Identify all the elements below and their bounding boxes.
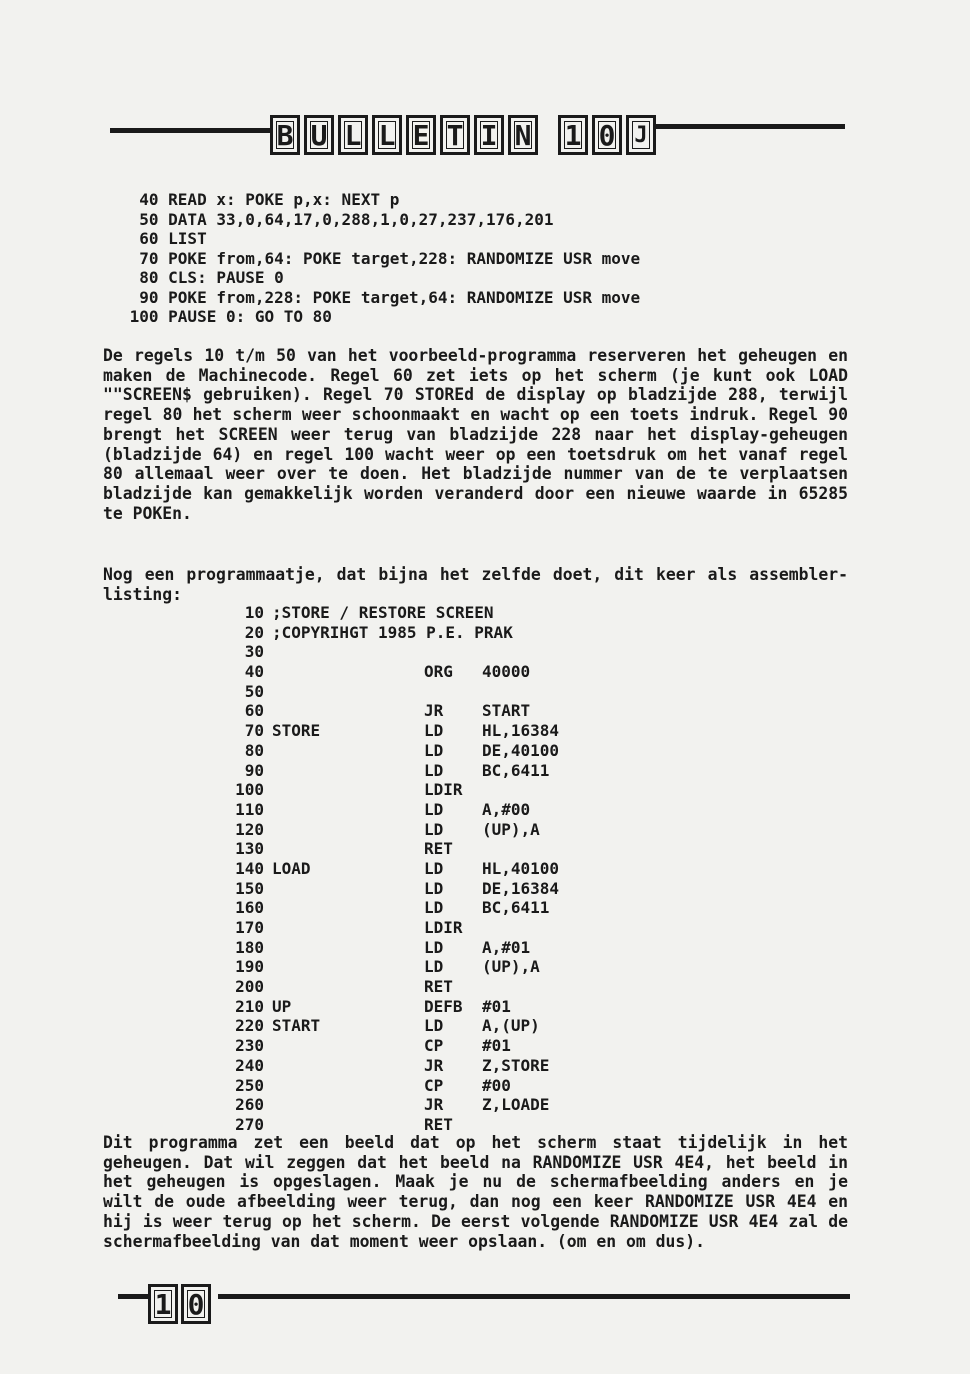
- line-number: 40: [244, 662, 264, 682]
- masthead-tile: J: [626, 115, 656, 155]
- line-number: 90: [244, 760, 264, 780]
- paragraph-explanation: De regels 10 t/m 50 van het voorbeeld-programma reserveren het geheugen en maken de Machinecode. Regel 60 zet iets op het scherm (je kunt ook LOAD ""SCREEN$ gebruiken). Regel 70 STOREd de display op bladzijde 288, terwijl regel 80 het scherm weer schoonmaakt en wacht op een toets indruk. Regel 90 brengt het SCREEN weer terug van bladzijde 228 naar het display-geheugen (bladzijde 64) en regel 100 wacht weer op een toetsdruk om het vanaf regel 80 allemaal weer over te doen. Het bladzijde nummer van de te verplaatsen bladzijde kan gemakkelijk worden veranderd door een nieuwe waarde in 65285 te POKEn.: [103, 346, 848, 523]
- basic-line: 60 LIST: [120, 229, 207, 248]
- line-number: 120: [235, 819, 264, 839]
- masthead-tile: U: [304, 115, 334, 155]
- line-number: 150: [235, 878, 264, 898]
- line-number: 50: [244, 681, 264, 701]
- label: [264, 761, 424, 781]
- page-number: [148, 1284, 211, 1324]
- opcode: JR: [424, 1095, 444, 1115]
- operand: A,(UP): [482, 1016, 540, 1036]
- basic-line: 50 DATA 33,0,64,17,0,288,1,0,27,237,176,201: [120, 209, 554, 229]
- assembler-line: [224, 1095, 702, 1115]
- opcode: LDIR: [424, 780, 463, 800]
- operand: DE,16384: [482, 878, 560, 898]
- assembler-line: [224, 642, 702, 662]
- opcode: CP: [424, 1036, 444, 1056]
- assembler-line: [224, 662, 702, 682]
- opcode: RET: [424, 839, 453, 859]
- assembler-line: [224, 918, 702, 938]
- label: [264, 957, 424, 977]
- label: [264, 1076, 424, 1096]
- header-rule-left: [110, 128, 270, 133]
- assembler-line: [224, 741, 702, 761]
- operand: START: [482, 701, 531, 721]
- line-number: 160: [235, 898, 264, 918]
- assembler-line: [224, 761, 702, 781]
- assembler-line: [224, 682, 702, 702]
- operand: BC,6411: [482, 760, 550, 780]
- footer-rule-left: [118, 1294, 150, 1299]
- masthead-tile: L: [338, 115, 368, 155]
- operand: [482, 682, 702, 702]
- assembler-line: [224, 1076, 702, 1096]
- opcode: LD: [424, 721, 444, 741]
- opcode: LD: [424, 799, 444, 819]
- line-number: 30: [244, 642, 264, 662]
- opcode: LD: [424, 898, 444, 918]
- line-number: 140: [235, 858, 264, 878]
- operand: BC,6411: [482, 898, 550, 918]
- label: [264, 800, 424, 820]
- line-number: 70: [244, 721, 264, 741]
- masthead-tile: I: [474, 115, 504, 155]
- label: [264, 780, 424, 800]
- paragraph-summary: Dit programma zet een beeld dat op het scherm staat tijdelijk in het geheugen. Dat wil zeggen dat het beeld na RANDOMIZE USR 4E4, het beeld in het geheugen is opgeslagen. Maak je nu de schermafbeelding anders en je wilt de oude afbeelding weer terug, dan nog een keer RANDOMIZE USR 4E4 en hij is weer terug op het scherm. De eerst volgende RANDOMIZE USR 4E4 zal de schermafbeelding van dat moment weer opslaan. (om en om dus).: [103, 1133, 848, 1251]
- header-rule-right: [655, 124, 845, 129]
- operand: Z,LOADE: [482, 1095, 550, 1115]
- page-number-tile: 0: [181, 1284, 211, 1324]
- label: [264, 938, 424, 958]
- operand: (UP),A: [482, 957, 540, 977]
- opcode: JR: [424, 1055, 444, 1075]
- label: UP: [272, 996, 292, 1016]
- operand: #00: [482, 1075, 511, 1095]
- label: [264, 918, 424, 938]
- opcode: LD: [424, 858, 444, 878]
- line-number: 80: [244, 740, 264, 760]
- label: [264, 820, 424, 840]
- opcode: CP: [424, 1075, 444, 1095]
- label: [264, 1115, 424, 1135]
- assembler-line: [224, 721, 702, 741]
- assembler-line: [224, 701, 702, 721]
- label: [264, 879, 424, 899]
- assembler-line: [224, 1056, 702, 1076]
- bulletin-masthead: [270, 115, 656, 155]
- label: [264, 701, 424, 721]
- line-number: 100: [235, 780, 264, 800]
- basic-line: 70 POKE from,64: POKE target,228: RANDOMIZE USR move: [120, 248, 641, 268]
- label: [264, 1056, 424, 1076]
- label: [264, 839, 424, 859]
- opcode: JR: [424, 701, 444, 721]
- label: [264, 741, 424, 761]
- assembler-line: [224, 800, 702, 820]
- line-number: 60: [244, 701, 264, 721]
- operand: [482, 839, 702, 859]
- operand: A,#00: [482, 799, 531, 819]
- operand: Z,STORE: [482, 1055, 550, 1075]
- assembler-line: [224, 898, 702, 918]
- assembler-line: [224, 997, 702, 1017]
- paragraph-intro-assembler: Nog een programmaatje, dat bijna het zelfde doet, dit keer als assembler-listing:: [103, 565, 848, 604]
- opcode: LD: [424, 937, 444, 957]
- line-number: 130: [235, 839, 264, 859]
- operand: HL,40100: [482, 858, 560, 878]
- label: [264, 642, 424, 662]
- assembler-line: [224, 839, 702, 859]
- label: START: [272, 1016, 321, 1036]
- masthead-tile: 0: [592, 115, 622, 155]
- line-number: 200: [235, 977, 264, 997]
- masthead-tile: 1: [558, 115, 588, 155]
- assembler-line: [224, 957, 702, 977]
- masthead-tile: T: [440, 115, 470, 155]
- operand: 40000: [482, 662, 531, 682]
- label: STORE: [272, 721, 321, 741]
- opcode: LD: [424, 819, 444, 839]
- line-number: 170: [235, 918, 264, 937]
- opcode: ORG: [424, 662, 453, 682]
- assembler-line: [224, 977, 702, 997]
- operand: (UP),A: [482, 819, 540, 839]
- basic-listing: [120, 190, 640, 327]
- operand: [482, 780, 702, 800]
- opcode: LD: [424, 760, 444, 780]
- opcode: LDIR: [424, 918, 463, 937]
- assembler-line: [224, 1016, 702, 1036]
- operand: [482, 918, 702, 938]
- line-number: 10: [244, 603, 264, 622]
- label: [264, 1095, 424, 1115]
- masthead-tile: B: [270, 115, 300, 155]
- basic-line: 40 READ x: POKE p,x: NEXT p: [120, 190, 400, 209]
- masthead-tile: E: [406, 115, 436, 155]
- assembler-line: [224, 879, 702, 899]
- assembler-listing: [224, 603, 702, 1135]
- assembler-line: [224, 938, 702, 958]
- assembler-line: [224, 623, 702, 643]
- line-number: 250: [235, 1075, 264, 1095]
- operand: #01: [482, 1036, 511, 1056]
- operand: A,#01: [482, 937, 531, 957]
- line-number: 20: [244, 622, 264, 642]
- line-number: 230: [235, 1036, 264, 1056]
- assembler-line: [224, 820, 702, 840]
- opcode: LD: [424, 740, 444, 760]
- opcode: RET: [424, 977, 453, 997]
- footer-rule-right: [218, 1294, 850, 1299]
- line-number: 180: [235, 937, 264, 957]
- opcode: RET: [424, 1114, 453, 1134]
- assembler-line: [224, 780, 702, 800]
- label: [264, 682, 424, 702]
- page-number-tile: 1: [148, 1284, 178, 1324]
- assembler-line: [224, 859, 702, 879]
- basic-line: 100 PAUSE 0: GO TO 80: [120, 307, 332, 326]
- comment: ;COPYRIHGT 1985 P.E. PRAK: [272, 622, 513, 642]
- opcode: DEFB: [424, 996, 463, 1016]
- line-number: 240: [235, 1055, 264, 1075]
- operand: HL,16384: [482, 721, 560, 741]
- operand: [482, 642, 702, 662]
- basic-line: 80 CLS: PAUSE 0: [120, 268, 284, 287]
- operand: [482, 977, 702, 997]
- label: [264, 898, 424, 918]
- opcode: [424, 682, 482, 702]
- label: LOAD: [272, 858, 311, 878]
- opcode: LD: [424, 957, 444, 977]
- operand: #01: [482, 996, 511, 1016]
- label: [264, 662, 424, 682]
- label: [264, 1036, 424, 1056]
- line-number: 220: [235, 1016, 264, 1036]
- line-number: 210: [235, 996, 264, 1016]
- masthead-tile: L: [372, 115, 402, 155]
- line-number: 270: [235, 1114, 264, 1134]
- basic-line: 90 POKE from,228: POKE target,64: RANDOMIZE USR move: [120, 287, 641, 307]
- opcode: LD: [424, 878, 444, 898]
- operand: [482, 1115, 702, 1135]
- assembler-line: [224, 1115, 702, 1135]
- masthead-tile: N: [508, 115, 538, 155]
- line-number: 190: [235, 957, 264, 977]
- line-number: 260: [235, 1095, 264, 1115]
- comment: ;STORE / RESTORE SCREEN: [272, 603, 494, 622]
- line-number: 110: [235, 799, 264, 819]
- assembler-line: [224, 603, 702, 623]
- operand: DE,40100: [482, 740, 560, 760]
- opcode: [424, 642, 482, 662]
- assembler-line: [224, 1036, 702, 1056]
- label: [264, 977, 424, 997]
- opcode: LD: [424, 1016, 444, 1036]
